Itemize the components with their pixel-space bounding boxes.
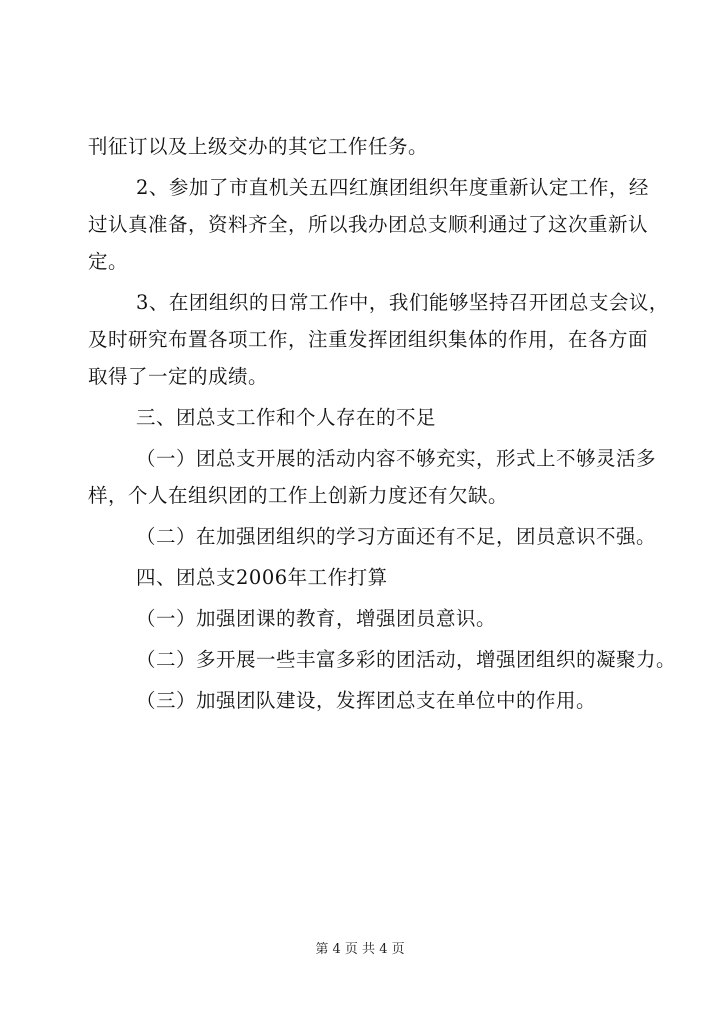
section-heading: 三、团总支工作和个人存在的不足 bbox=[136, 406, 437, 429]
text-line: 3、在团组织的日常工作中，我们能够坚持召开团总支会议， bbox=[136, 291, 669, 314]
text-line: 定。 bbox=[88, 250, 129, 273]
text-line: （一）加强团课的教育，增强团员意识。 bbox=[136, 607, 497, 630]
section-heading: 四、团总支2006年工作打算 bbox=[136, 566, 388, 589]
document-body bbox=[88, 128, 677, 719]
text-line: 样，个人在组织团的工作上创新力度还有欠缺。 bbox=[88, 484, 509, 507]
text-line: 过认真准备，资料齐全，所以我办团总支顺利通过了这次重新认 bbox=[88, 213, 649, 236]
text-line: （一）团总支开展的活动内容不够充实，形式上不够灵活多 bbox=[136, 447, 657, 470]
text-line: 及时研究布置各项工作，注重发挥团组织集体的作用，在各方面 bbox=[88, 328, 649, 351]
text-line: 2、参加了市直机关五四红旗团组织年度重新认定工作，经 bbox=[136, 176, 649, 199]
text-line: （三）加强团队建设，发挥团总支在单位中的作用。 bbox=[136, 689, 597, 712]
text-line: 刊征订以及上级交办的其它工作任务。 bbox=[88, 135, 429, 158]
page-footer: 第 4 页 共 4 页 bbox=[315, 942, 405, 957]
text-line: 取得了一定的成绩。 bbox=[88, 365, 269, 388]
text-line: （二）在加强团组织的学习方面还有不足，团员意识不强。 bbox=[136, 525, 657, 548]
text-line: （二）多开展一些丰富多彩的团活动，增强团组织的凝聚力。 bbox=[136, 648, 677, 671]
